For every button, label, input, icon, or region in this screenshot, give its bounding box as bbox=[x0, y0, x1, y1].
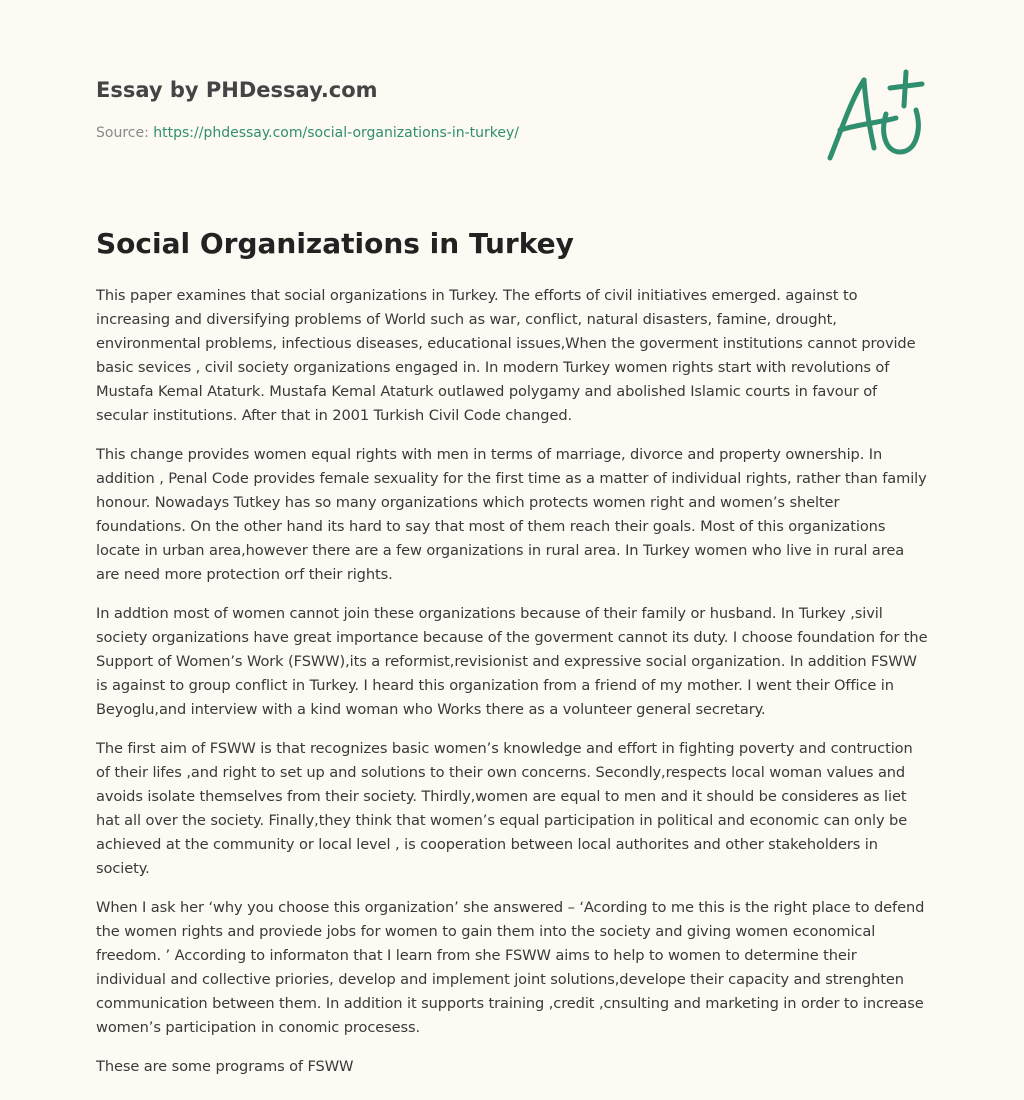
source-line bbox=[96, 123, 796, 143]
paragraph: When I ask her ‘why you choose this organization’ she answered – ‘Acording to me this is the right place to defend the women rights and proviede jobs for women to gain them into the society and giving women economical freedom. ’ According to informaton that I learn from she FSWW aims to help to women to determine their individual and collective priories, develop and implement joint solutions,develope their capacity and strenghten communication between them. In addition it supports training ,credit ,cnsulting and marketing in order to increase women’s participation in conomic procesess. bbox=[96, 899, 925, 1036]
paragraph: In addtion most of women cannot join these organizations because of their family or husband. In Turkey ,sivil society organizations have great importance because of the goverment cannot its duty. I choose foundation for the Support of Women’s Work (FSWW),its a reformist,revisionist and expressive social organization. In addition FSWW is against to group conflict in Turkey. I heard this organization from a friend of my mother. I went their Office in Beyoglu,and interview with a kind woman who Works there as a volunteer general secretary. bbox=[96, 605, 928, 718]
paragraph: The first aim of FSWW is that recognizes basic women’s knowledge and effort in fighting poverty and contruction of their lifes ,and right to set up and solutions to their own concerns. Secondly,respects local woman values and avoids isolate themselves from their society. Thirdly,women are equal to men and it should be consideres as liet hat all over the society. Finally,they think that women’s equal participation in political and economic can only be achieved at the community or local level , is cooperation between local authorites and other stakeholders in society. bbox=[96, 740, 913, 877]
a-plus-logo bbox=[820, 68, 930, 168]
essay-header bbox=[96, 76, 796, 143]
paragraph: This change provides women equal rights with men in terms of marriage, divorce and property ownership. In addition , Penal Code provides female sexuality for the first time as a matter of individual rights, rather than family honour. Nowadays Tutkey has so many organizations which protects women right and women’s shelter foundations. On the other hand its hard to say that most of them reach their goals. Most of this organizations locate in urban area,however there are a few organizations in rural area. In Turkey women who live in rural area are need more protection orf their rights. bbox=[96, 446, 927, 583]
source-label: Source: bbox=[96, 125, 149, 141]
source-link[interactable]: https://phdessay.com/social-organizations-in-turkey/ bbox=[153, 125, 520, 141]
article-title: Social Organizations in Turkey bbox=[96, 227, 574, 260]
article-body bbox=[96, 284, 930, 1094]
paragraph: These are some programs of FSWW bbox=[96, 1058, 354, 1075]
brand-title: Essay by PHDessay.com bbox=[96, 78, 378, 102]
paragraph: This paper examines that social organizations in Turkey. The efforts of civil initiatives emerged. against to increasing and diversifying problems of World such as war, conflict, natural disasters, famine, drought, environmental problems, infectious diseases, educational issues,When the goverment institutions cannot provide basic sevices , civil society organizations engaged in. In modern Turkey women rights start with revolutions of Mustafa Kemal Ataturk. Mustafa Kemal Ataturk outlawed polygamy and abolished Islamic courts in favour of secular institutions. After that in 2001 Turkish Civil Code changed. bbox=[96, 287, 916, 424]
